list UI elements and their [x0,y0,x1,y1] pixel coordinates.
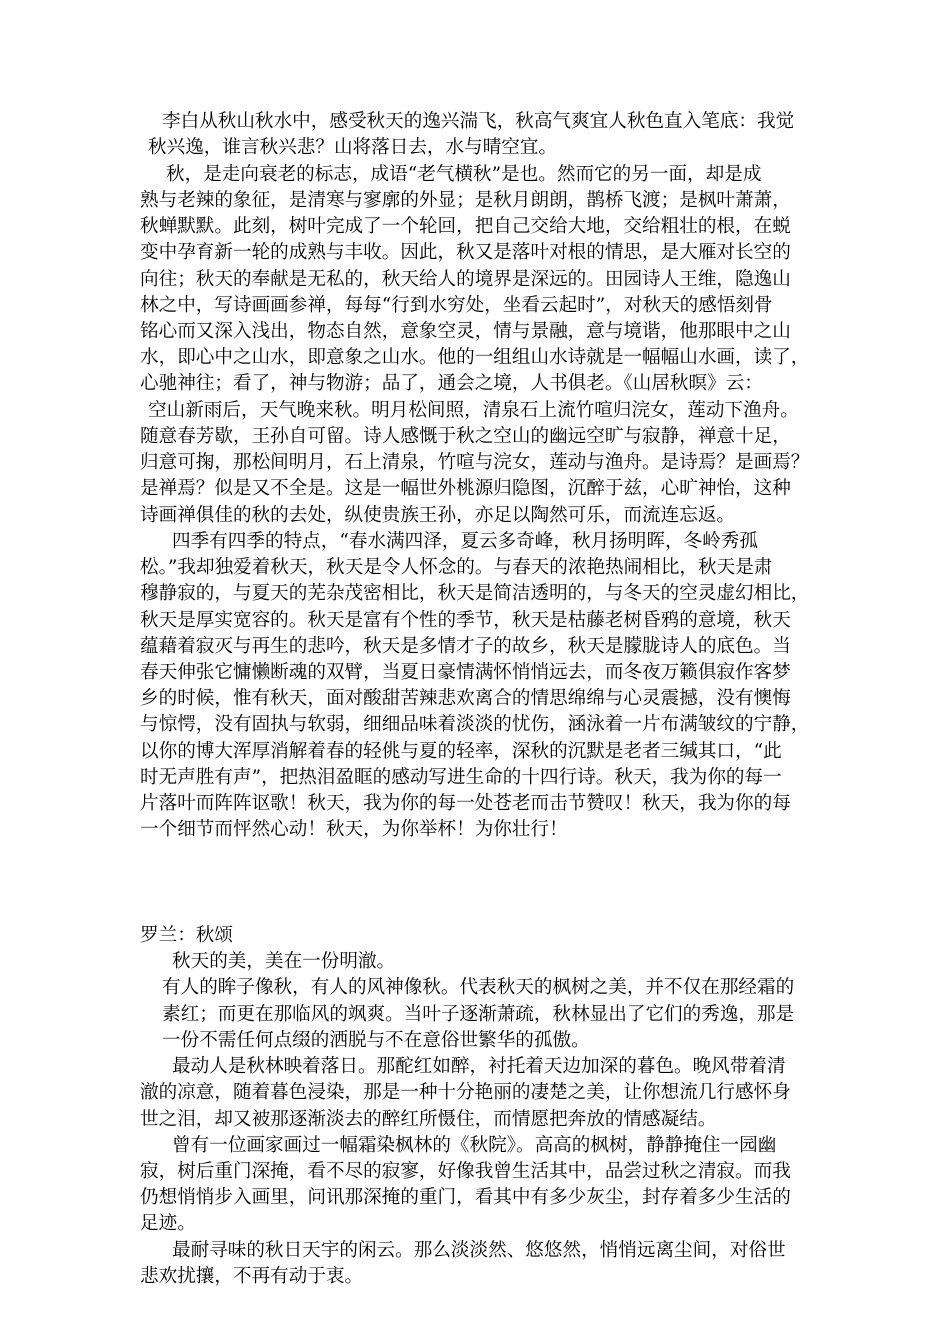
text-line: 足迹。 [140,1213,196,1234]
text-line: 秋兴逸，谁言秋兴悲？山将落日去，水与晴空宜。 [148,137,558,158]
text-line: 仍想悄悄步入画里，问讯那深掩的重门，看其中有多少灰尘，封存着多少生活的 [140,1187,791,1208]
text-line: 悲欢扰攘，不再有动于衷。 [140,1266,364,1287]
text-line: 向往；秋天的奉献是无私的，秋天给人的境界是深远的。田园诗人王维，隐逸山 [140,269,791,290]
text-line: 最动人是秋林映着落日。那酡红如醉，衬托着天边加深的暮色。晚风带着清 [172,1056,786,1077]
text-line: 蕴藉着寂灭与再生的悲吟，秋天是多情才子的故乡，秋天是朦胧诗人的底色。当 [140,636,791,657]
text-line: 李白从秋山秋水中，感受秋天的逸兴湍飞，秋高气爽宜人秋色直入笔底：我觉 [162,111,795,132]
text-line: 世之泪，却又被那逐渐淡去的醉红所慑住，而情愿把奔放的情感凝结。 [140,1109,717,1130]
text-line: 时无声胜有声”，把热泪盈眶的感动写进生命的十四行诗。秋天，我为你的每一 [140,767,782,788]
text-line: 熟与老辣的象征，是清寒与寥廓的外显；是秋月朗朗，鹊桥飞渡；是枫叶萧萧， [140,190,791,211]
text-line: 最耐寻味的秋日天宇的闲云。那么淡淡然、悠悠然，悄悄远离尘间，对俗世 [172,1240,786,1261]
text-line: 秋蝉默默。此刻，树叶完成了一个轮回，把自己交给大地，交给粗壮的根，在蜕 [140,216,791,237]
text-line: 归意可掬，那松间明月，石上清泉，竹喧与浣女，莲动与渔舟。是诗焉？是画焉？ [140,452,810,473]
text-line: 随意春芳歇，王孙自可留。诗人感慨于秋之空山的幽远空旷与寂静，禅意十足， [140,426,791,447]
text-line: 曾有一位画家画过一幅霜染枫林的《秋院》。高高的枫树，静静掩住一园幽 [172,1135,777,1156]
text-line: 心驰神往；看了，神与物游；品了，通会之境，人书俱老。《山居秋暝》云： [140,373,763,394]
text-line: 诗画禅俱佳的秋的去处，纵使贵族王孙，亦足以陶然可乐，而流连忘返。 [140,505,736,526]
text-line: 穆静寂的，与夏天的芜杂茂密相比，秋天是简洁透明的，与冬天的空灵虚幻相比， [140,583,810,604]
text-line: 一份不需任何点缀的洒脱与不在意俗世繁华的孤傲。 [162,1030,590,1051]
section-title: 罗兰：秋颂 [140,925,233,946]
text-line: 秋天的美，美在一份明澈。 [172,951,396,972]
text-line: 变中孕育新一轮的成熟与丰收。因此，秋又是落叶对根的情思，是大雁对长空的 [140,242,791,263]
text-line: 春天伸张它慵懒断魂的双臂，当夏日豪情满怀悄悄远去，而冬夜万籁俱寂作客梦 [140,662,791,683]
text-line: 有人的眸子像秋，有人的风神像秋。代表秋天的枫树之美，并不仅在那经霜的 [162,977,795,998]
text-line: 秋天是厚实宽容的。秋天是富有个性的季节，秋天是枯藤老树昏鸦的意境，秋天 [140,610,791,631]
text-line: 空山新雨后，天气晚来秋。明月松间照，清泉石上流竹喧归浣女，莲动下渔舟。 [148,400,799,421]
text-line: 以你的博大浑厚消解着春的轻佻与夏的轻率，深秋的沉默是老者三缄其口，“此 [140,741,782,762]
text-line: 是禅焉？似是又不全是。这是一幅世外桃源归隐图，沉醉于兹，心旷神怡，这种 [140,478,791,499]
text-line: 片落叶而阵阵讴歌！秋天，我为你的每一处苍老而击节赞叹！秋天，我为你的每 [140,793,791,814]
text-line: 松。”我却独爱着秋天，秋天是令人怀念的。与春天的浓艳热闹相比，秋天是肃 [140,557,773,578]
text-line: 水，即心中之山水，即意象之山水。他的一组组山水诗就是一幅幅山水画，读了， [140,347,810,368]
text-line: 乡的时候，惟有秋天，面对酸甜苦辣悲欢离合的情思绵绵与心灵震撼，没有懊悔 [140,688,791,709]
text-line: 与惊愕，没有固执与软弱，细细品味着淡淡的忧伤，涵泳着一片布满皱纹的宁静， [140,714,810,735]
text-line: 澈的凉意，随着暮色浸染，那是一种十分艳丽的凄楚之美，让你想流几行感怀身 [140,1082,791,1103]
text-line: 素红；而更在那临风的飒爽。当叶子逐渐萧疏，秋林显出了它们的秀逸，那是 [162,1004,795,1025]
text-line: 寂，树后重门深掩，看不尽的寂寥，好像我曾生活其中，品尝过秋之清寂。而我 [140,1161,791,1182]
text-line: 铭心而又深入浅出，物态自然，意象空灵，情与景融，意与境谐，他那眼中之山 [140,321,791,342]
text-line: 四季有四季的特点，“春水满四泽，夏云多奇峰，秋月扬明晖，冬岭秀孤 [172,531,758,552]
text-line: 一个细节而怦然心动！秋天，为你举杯！为你壮行！ [140,819,568,840]
text-line: 林之中，写诗画画参禅，每每“行到水穷处，坐看云起时”，对秋天的感悟刻骨 [140,295,773,316]
text-line: 秋，是走向衰老的标志，成语“老气横秋”是也。然而它的另一面，却是成 [166,164,762,185]
